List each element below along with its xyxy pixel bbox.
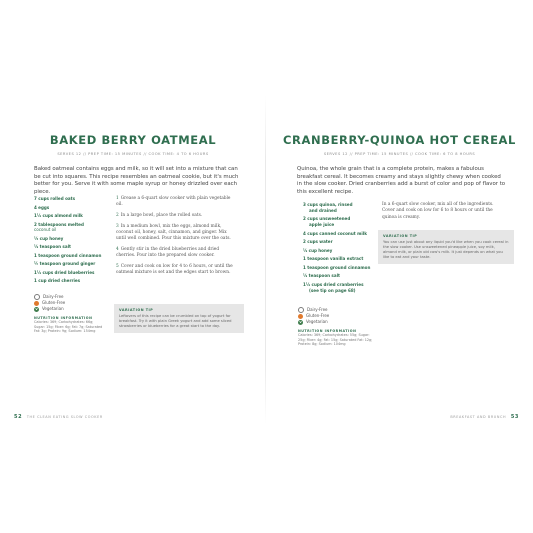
footer-text: BREAKFAST AND BRUNCH <box>450 415 507 419</box>
page-footer <box>14 414 103 420</box>
recipe-meta: SERVES 12 // PREP TIME: 15 MINUTES // COOK TIME: 4 TO 6 HOURS <box>57 152 209 156</box>
dairy-free-icon <box>34 294 40 300</box>
step-list <box>382 202 504 225</box>
gluten-free-icon <box>34 301 39 306</box>
nutrition-heading: NUTRITION INFORMATION <box>298 329 357 333</box>
ingredient-item: 2 tablespoons melted coconut oil <box>34 221 84 233</box>
variation-tip <box>378 230 514 264</box>
right-page <box>266 0 533 533</box>
vegetarian-icon: V <box>35 307 38 311</box>
ingredient-item: 1 cup dried cherries <box>34 278 81 284</box>
diet-label: Dairy-Free <box>34 294 104 300</box>
diet-label: Dairy-Free <box>298 307 378 313</box>
diet-labels <box>34 294 104 334</box>
ingredient-item: ¼ teaspoon ground ginger <box>34 261 96 267</box>
tip-text: Leftovers of this recipe can be crumbled on top of yogurt for breakfast. Try it with plain Greek yogurt and add some sliced strawberries or blueberries for a great start to the day. <box>119 314 232 328</box>
recipe-intro: Baked oatmeal contains eggs and milk, so it will set into a mixture that can be cut into squares. This recipe resembles an oatmeal cookie, but it's much better for you. Serve it with some maple syrup or honey drizzled over each piece. <box>34 166 239 195</box>
ingredient-item: 3 cups quinoa, rinsed and drained <box>303 202 353 213</box>
tip-heading: VARIATION TIP <box>383 234 418 238</box>
step: 3 In a medium bowl, mix the eggs, almond milk, coconut oil, honey, salt, cinnamon, and ginger. Mix until well combined. Pour this mixture over the oats. <box>116 223 231 242</box>
tip-text: You can use just about any liquid you'd like when you cook cereal in the slow cooker. Use unsweetened pineapple juice, soy milk, almond milk, or plain old cow's milk. It just depends on what you like to eat and your taste. <box>383 240 509 259</box>
diet-label: V Vegetarian <box>35 306 64 311</box>
dairy-free-icon <box>298 307 304 313</box>
vegetarian-icon: V <box>299 320 302 324</box>
ingredient-item: 1 teaspoon ground cinnamon <box>303 264 371 270</box>
page-number: 53 <box>510 414 519 420</box>
ingredient-item: 1 teaspoon ground cinnamon <box>34 252 102 258</box>
ingredient-item: 2 cups water <box>303 239 333 245</box>
ingredient-item: 1½ cups almond milk <box>34 213 83 218</box>
variation-tip <box>114 304 244 333</box>
ingredient-item: 2 cups unsweetened apple juice <box>303 216 351 228</box>
step: In a 6-quart slow cooker, mix all of the ingredients. Cover and cook on low for 6 to 8 hours or until the quinoa is creamy. <box>382 202 494 220</box>
ingredient-list <box>303 202 375 296</box>
ingredient-item: 1 teaspoon vanilla extract <box>303 256 364 262</box>
recipe-title: CRANBERRY-QUINOA HOT CEREAL <box>282 133 516 147</box>
footer-text: THE CLEAN EATING SLOW COOKER <box>26 415 103 419</box>
ingredient-item: ⅓ cup honey <box>34 235 64 241</box>
ingredient-list <box>34 196 104 287</box>
diet-label: V Vegetarian <box>299 319 328 324</box>
ingredient-item: ½ cup honey <box>303 247 333 253</box>
left-page <box>0 0 266 533</box>
step: 2 In a large bowl, place the rolled oats. <box>116 213 203 218</box>
gluten-free-icon <box>298 314 303 319</box>
ingredient-item: 1½ cups dried blueberries <box>34 269 95 275</box>
ingredient-item: ½ teaspoon salt <box>34 244 71 250</box>
page-footer <box>450 414 519 420</box>
ingredient-item: ½ teaspoon salt <box>303 273 340 279</box>
nutrition-info: Calories: 369; Carbohydrates: 55g; Sugar: 25g; Fiber: 4g; Fat: 15g; Saturated Fat: 12g; Protein: 8g; Sodium: 104mg <box>298 333 373 347</box>
ingredient-item: 4 eggs <box>34 204 50 210</box>
diet-label: Gluten-Free <box>34 300 104 306</box>
recipe-title: BAKED BERRY OATMEAL <box>49 133 217 147</box>
diet-labels <box>298 307 378 347</box>
step: 4 Gently stir in the dried blueberries and dried cherries. Pour into the prepared slow cooker. <box>116 247 220 259</box>
nutrition-info: Calories: 369; Carbohydrates: 66g; Sugar: 15g; Fiber: 6g; Fat: 7g; Saturated Fat: 3g; Protein: 9g; Sodium: 154mg <box>34 320 103 334</box>
ingredient-item: 4 cups canned coconut milk <box>303 230 367 236</box>
step-list <box>116 196 234 281</box>
step: 5 Cover and cook on low for 4 to 6 hours, or until the oatmeal mixture is set and the edges start to brown. <box>116 264 233 276</box>
ingredient-item: 1½ cups dried cranberries (see tip on page 68) <box>303 281 364 293</box>
recipe-meta: SERVES 12 // PREP TIME: 15 MINUTES // COOK TIME: 6 TO 8 HOURS <box>323 152 476 156</box>
recipe-intro: Quinoa, the whole grain that is a complete protein, makes a fabulous breakfast cereal. It becomes creamy and stays slightly chewy when cooked in the slow cooker. Dried cranberries add a burst of color and pop of flavor to this excellent recipe. <box>297 166 506 195</box>
step: 1 Grease a 6-quart slow cooker with plain vegetable oil. <box>116 196 231 208</box>
ingredient-item: 7 cups rolled oats <box>34 196 76 201</box>
nutrition-heading: NUTRITION INFORMATION <box>34 316 93 320</box>
tip-heading: VARIATION TIP <box>119 308 154 312</box>
diet-label: Gluten-Free <box>298 313 378 319</box>
page-number: 52 <box>14 414 23 420</box>
